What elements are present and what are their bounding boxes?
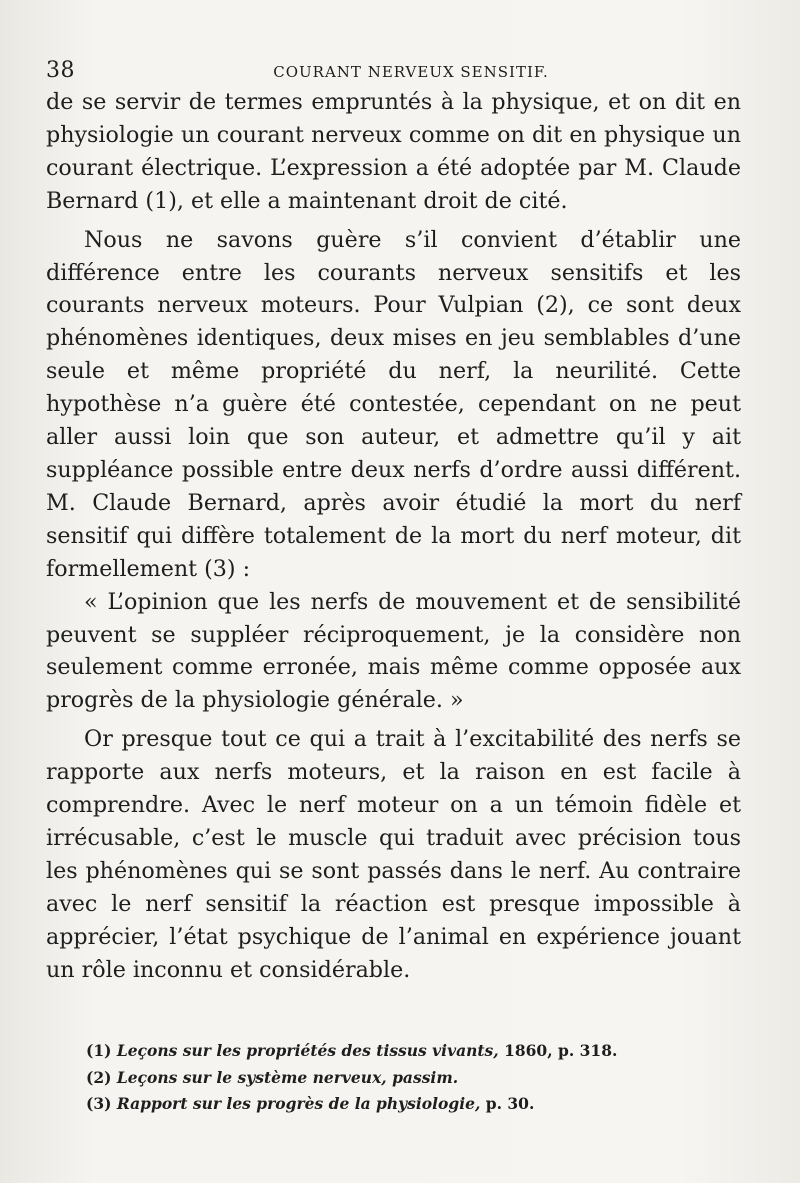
page-header (46, 58, 746, 88)
paragraph-excitability: Or presque tout ce qui a trait à l’excitabilité des nerfs se rapporte aux nerfs moteurs, et la raison en est facile à comprendre. Avec le nerf moteur on a un témoin fidèle et irrécusable, c’est le muscle qui traduit avec précision tous les phénomènes qui se sont passés dans le nerf. Au contraire avec le nerf sensitif la réaction est presque impossible à apprécier, l’état psychique de l’animal en expérience jouant un rôle inconnu et considérable. (46, 726, 741, 983)
paragraph-continuation: de se servir de termes empruntés à la physique, et on dit en physiologie un courant nerveux comme on dit en physique un courant électrique. L’expression a été adoptée par M. Claude Bernard (1), et elle a maintenant droit de cité. (46, 89, 741, 214)
footnote-1 (86, 1038, 726, 1065)
footnote-mark: (2) (86, 1067, 112, 1087)
footnote-title: Leçons sur les propriétés des tissus vivants, (116, 1041, 499, 1060)
footnote-3 (86, 1091, 726, 1118)
page-number: 38 (46, 58, 75, 83)
footnote-ref: 1860, p. 318. (498, 1041, 618, 1060)
body-text (46, 86, 741, 986)
paragraph-vulpian: Nous ne savons guère s’il convient d’établir une différence entre les courants nerveux sensitifs et les courants nerveux moteurs. Pour Vulpian (2), ce sont deux phénomènes identiques, deux mises en jeu semblables d’une seule et même propriété du nerf, la neurilité. Cette hypothèse n’a guère été contestée, cependant on ne peut aller aussi loin que son auteur, et admettre qu’il y ait suppléance possible entre deux nerfs d’ordre aussi différent. M. Claude Bernard, après avoir étudié la mort du nerf sensitif qui diffère totalement de la mort du nerf moteur, dit formellement (3) : (46, 226, 741, 582)
footnote-ref: p. 30. (480, 1094, 535, 1113)
footnote-2 (86, 1065, 726, 1092)
footnote-title: Rapport sur les progrès de la physiologie, (116, 1094, 481, 1113)
footnotes (86, 1038, 726, 1118)
running-head: COURANT NERVEUX SENSITIF. (273, 63, 549, 81)
footnote-mark: (1) (86, 1041, 112, 1060)
footnote-title: Leçons sur le système nerveux, passim. (116, 1067, 459, 1087)
footnote-mark: (3) (86, 1094, 112, 1113)
paragraph-quotation: « L’opinion que les nerfs de mouvement et de sensibilité peuvent se suppléer réciproquement, je la considère non seulement comme erronée, mais même comme opposée aux progrès de la physiologie générale. » (46, 588, 741, 714)
